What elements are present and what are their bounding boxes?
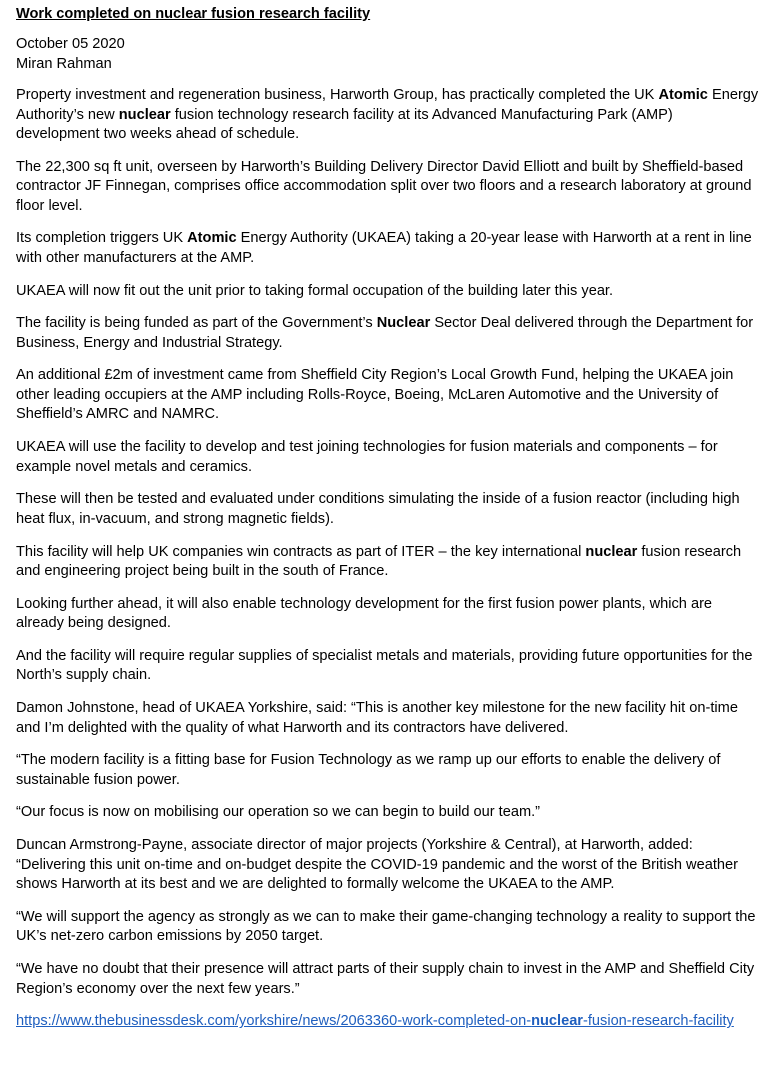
- text-run: And the facility will require regular supplies of specialist metals and materials, providing future opportunities for the North’s supply chain.: [16, 647, 753, 684]
- article-author: Miran Rahman: [16, 55, 112, 72]
- text-run: These will then be tested and evaluated under conditions simulating the inside of a fusion reactor (including high heat flux, in-vacuum, and strong magnetic fields).: [16, 491, 740, 527]
- link-text-run[interactable]: -fusion-research-facility: [583, 1013, 734, 1030]
- text-run: Duncan Armstrong-Payne, associate director of major projects (Yorkshire & Central), at Harworth, added: “Delivering this unit on-time and on-budget despite the COVID-19 pandemic and the worst of the British weather shows Harworth at its best and we are delighted to formally welcome the UKAEA to the AMP.: [16, 837, 738, 893]
- paragraph: [16, 490, 760, 529]
- text-run: UKAEA will now fit out the unit prior to taking formal occupation of the building later this year.: [16, 282, 614, 299]
- paragraph: [16, 595, 760, 634]
- bold-term: Nuclear: [376, 315, 431, 332]
- paragraph: [16, 282, 760, 302]
- paragraph: [16, 647, 760, 686]
- paragraph: [16, 803, 760, 823]
- text-run: Sector Deal delivered through the Department for Business, Energy and Industrial Strategy.: [16, 315, 754, 351]
- bold-term: Atomic: [187, 230, 237, 247]
- text-run: Damon Johnstone, head of UKAEA Yorkshire, said: “This is another key milestone for the new facility hit on-time and I’m delighted with the quality of what Harworth and its contractors have delivered.: [16, 700, 738, 736]
- text-run: “We will support the agency as strongly as we can to make their game-changing technology a reality to support the UK’s net-zero carbon emissions by 2050 target.: [16, 908, 756, 945]
- paragraph: [16, 229, 760, 268]
- article-meta: [16, 35, 760, 74]
- paragraph: [16, 158, 760, 217]
- bold-term: Atomic: [658, 87, 708, 103]
- text-run: Property investment and regeneration business, Harworth Group, has practically completed the UK: [16, 87, 659, 103]
- paragraph: [16, 908, 760, 947]
- text-run: fusion research and engineering project being built in the south of France.: [16, 543, 742, 579]
- article-body: [16, 86, 760, 999]
- paragraph: [16, 438, 760, 477]
- text-run: The facility is being funded as part of the Government’s: [16, 315, 377, 332]
- text-run: Its completion triggers UK: [16, 230, 188, 247]
- article-date: October 05 2020: [16, 36, 125, 52]
- text-run: “Our focus is now on mobilising our operation so we can begin to build our team.”: [16, 804, 541, 821]
- text-run: Energy Authority (UKAEA) taking a 20-year lease with Harworth at a rent in line with other manufacturers at the AMP.: [16, 230, 752, 266]
- bold-term: nuclear: [118, 106, 171, 123]
- text-run: An additional £2m of investment came from Sheffield City Region’s Local Growth Fund, helping the UKAEA join other leading occupiers at the AMP including Rolls-Royce, Boeing, McLaren Automotive and the University of Sheffield’s AMRC and NAMRC.: [16, 367, 734, 423]
- paragraph: [16, 366, 760, 425]
- paragraph: [16, 699, 760, 738]
- paragraph: [16, 314, 760, 353]
- paragraph: [16, 86, 760, 145]
- bold-term: nuclear: [585, 543, 638, 560]
- paragraph: [16, 543, 760, 582]
- paragraph: [16, 836, 760, 895]
- paragraph: [16, 960, 760, 999]
- article-title: Work completed on nuclear fusion research facility: [16, 6, 371, 22]
- source-link[interactable]: [16, 1012, 760, 1032]
- text-run: This facility will help UK companies win contracts as part of ITER – the key international: [16, 543, 586, 560]
- text-run: Looking further ahead, it will also enable technology development for the first fusion power plants, which are already being designed.: [16, 595, 713, 632]
- paragraph: [16, 751, 760, 790]
- text-run: “The modern facility is a fitting base for Fusion Technology as we ramp up our efforts to enable the delivery of sustainable fusion power.: [16, 752, 721, 788]
- text-run: “We have no doubt that their presence will attract parts of their supply chain to invest in the AMP and Sheffield City Region’s economy over the next few years.”: [16, 961, 755, 997]
- text-run: UKAEA will use the facility to develop and test joining technologies for fusion materials and components – for example novel metals and ceramics.: [16, 439, 718, 475]
- text-run: The 22,300 sq ft unit, overseen by Harworth’s Building Delivery Director David Elliott and built by Sheffield-based contractor JF Finnegan, comprises office accommodation split over two floors and a research laboratory at ground floor level.: [16, 158, 752, 214]
- link-bold-term[interactable]: nuclear: [531, 1013, 583, 1030]
- text-run: fusion technology research facility at its Advanced Manufacturing Park (AMP) development two weeks ahead of schedule.: [16, 106, 673, 142]
- link-text-run[interactable]: https://www.thebusinessdesk.com/yorkshire/news/2063360-work-completed-on-: [16, 1013, 532, 1030]
- text-run: Energy Authority’s new: [16, 87, 759, 123]
